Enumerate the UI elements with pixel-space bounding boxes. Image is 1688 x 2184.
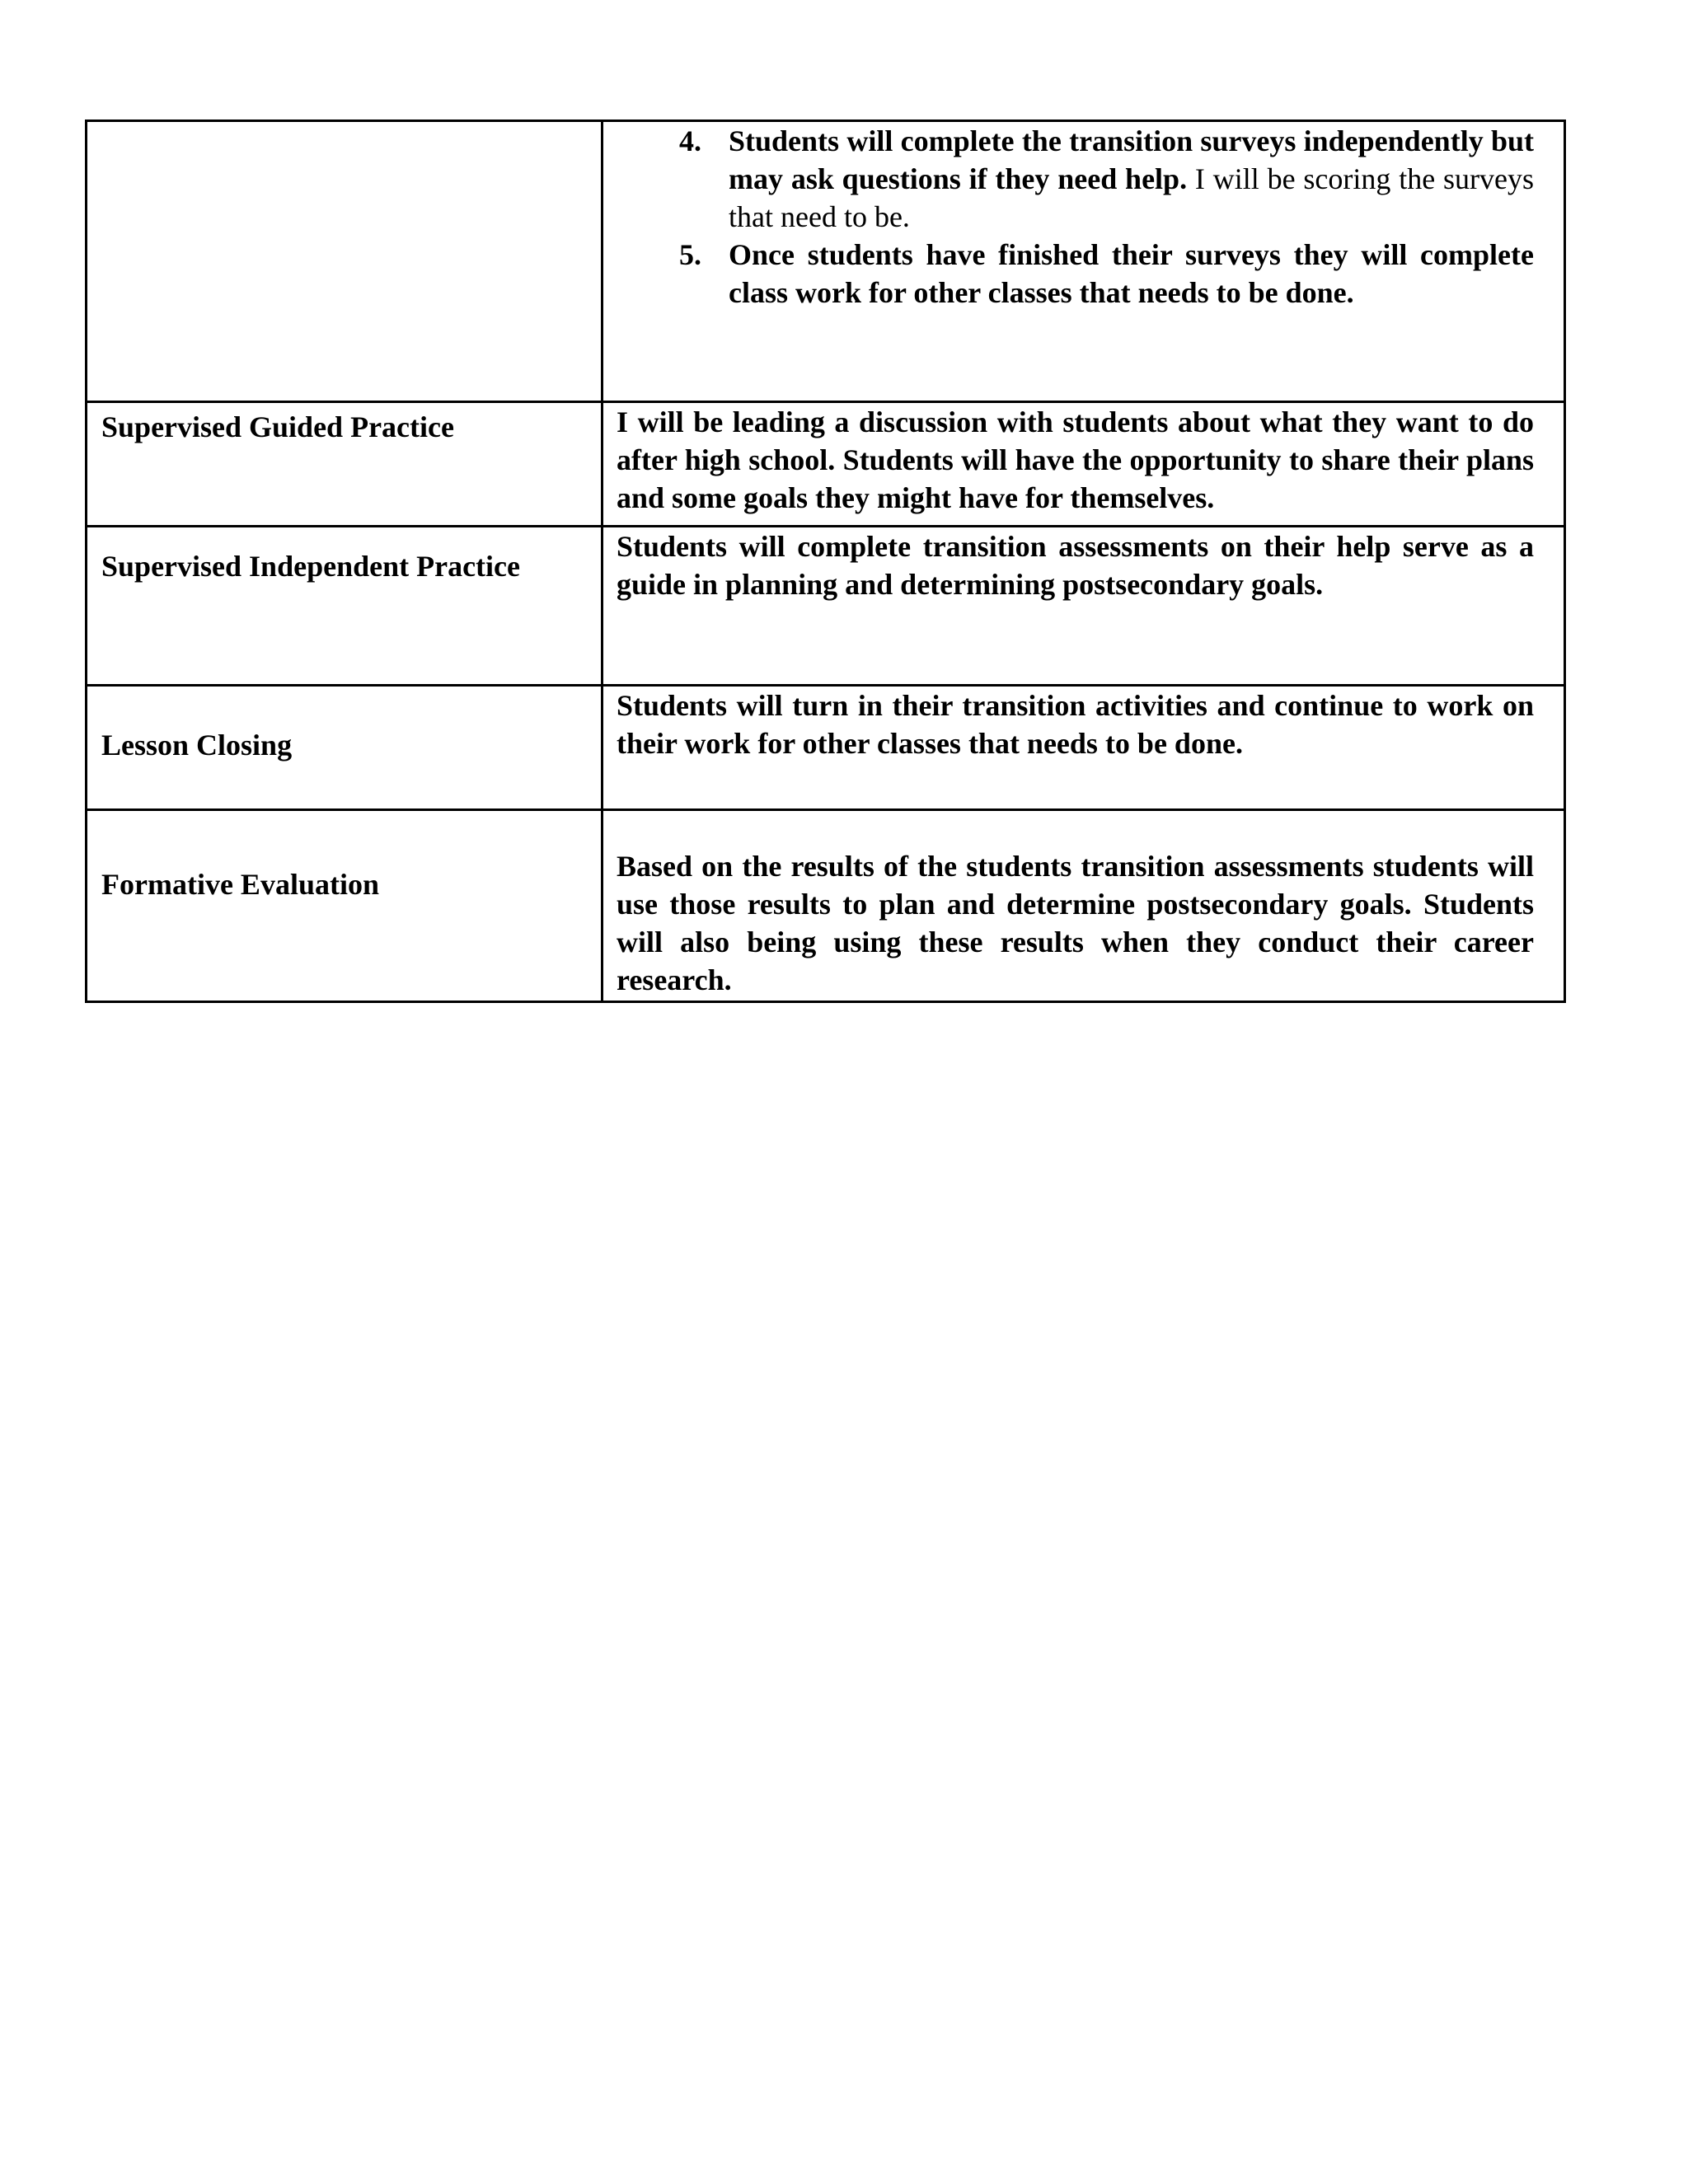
table-row — [87, 527, 1565, 686]
row-label: Lesson Closing — [101, 729, 293, 762]
row-label-cell — [87, 810, 603, 1002]
step-number: 5. — [679, 238, 701, 271]
table-row — [87, 121, 1565, 402]
steps-list — [617, 122, 1534, 312]
row-content-cell — [603, 402, 1565, 527]
list-item — [617, 236, 1534, 312]
step-normal-text: I will be scoring the surveys that need to be. — [729, 162, 1534, 233]
step-number: 4. — [679, 124, 701, 157]
row-label-cell — [87, 121, 603, 402]
row-content-cell — [603, 810, 1565, 1002]
row-content: Students will complete transition assessments on their help serve as a guide in planning and determining postsecondary goals. — [617, 530, 1534, 601]
table-row — [87, 402, 1565, 527]
row-label: Supervised Independent Practice — [101, 550, 520, 583]
step-bold-text: Students will complete the transition surveys independently but may ask questions if they need help. — [729, 124, 1534, 195]
lesson-plan-table — [85, 120, 1566, 1003]
row-label-cell — [87, 402, 603, 527]
table-row — [87, 686, 1565, 810]
list-item — [617, 122, 1534, 236]
table-row — [87, 810, 1565, 1002]
row-content: Students will turn in their transition activities and continue to work on their work for other classes that needs to be done. — [617, 689, 1534, 760]
row-content-cell — [603, 686, 1565, 810]
row-content: I will be leading a discussion with students about what they want to do after high school. Students will have the opportunity to share their plans and some goals they might have for themselves. — [617, 405, 1534, 514]
row-content: Based on the results of the students transition assessments students will use those results to plan and determine postsecondary goals. Students will also being using these results when they conduct their career research. — [617, 850, 1534, 996]
row-label: Formative Evaluation — [101, 868, 379, 901]
row-label-cell — [87, 527, 603, 686]
step-bold-text: Once students have finished their surveys they will complete class work for other classes that needs to be done. — [729, 238, 1534, 309]
row-label: Supervised Guided Practice — [101, 410, 454, 443]
row-content-cell — [603, 527, 1565, 686]
row-content-cell — [603, 121, 1565, 402]
row-label-cell — [87, 686, 603, 810]
